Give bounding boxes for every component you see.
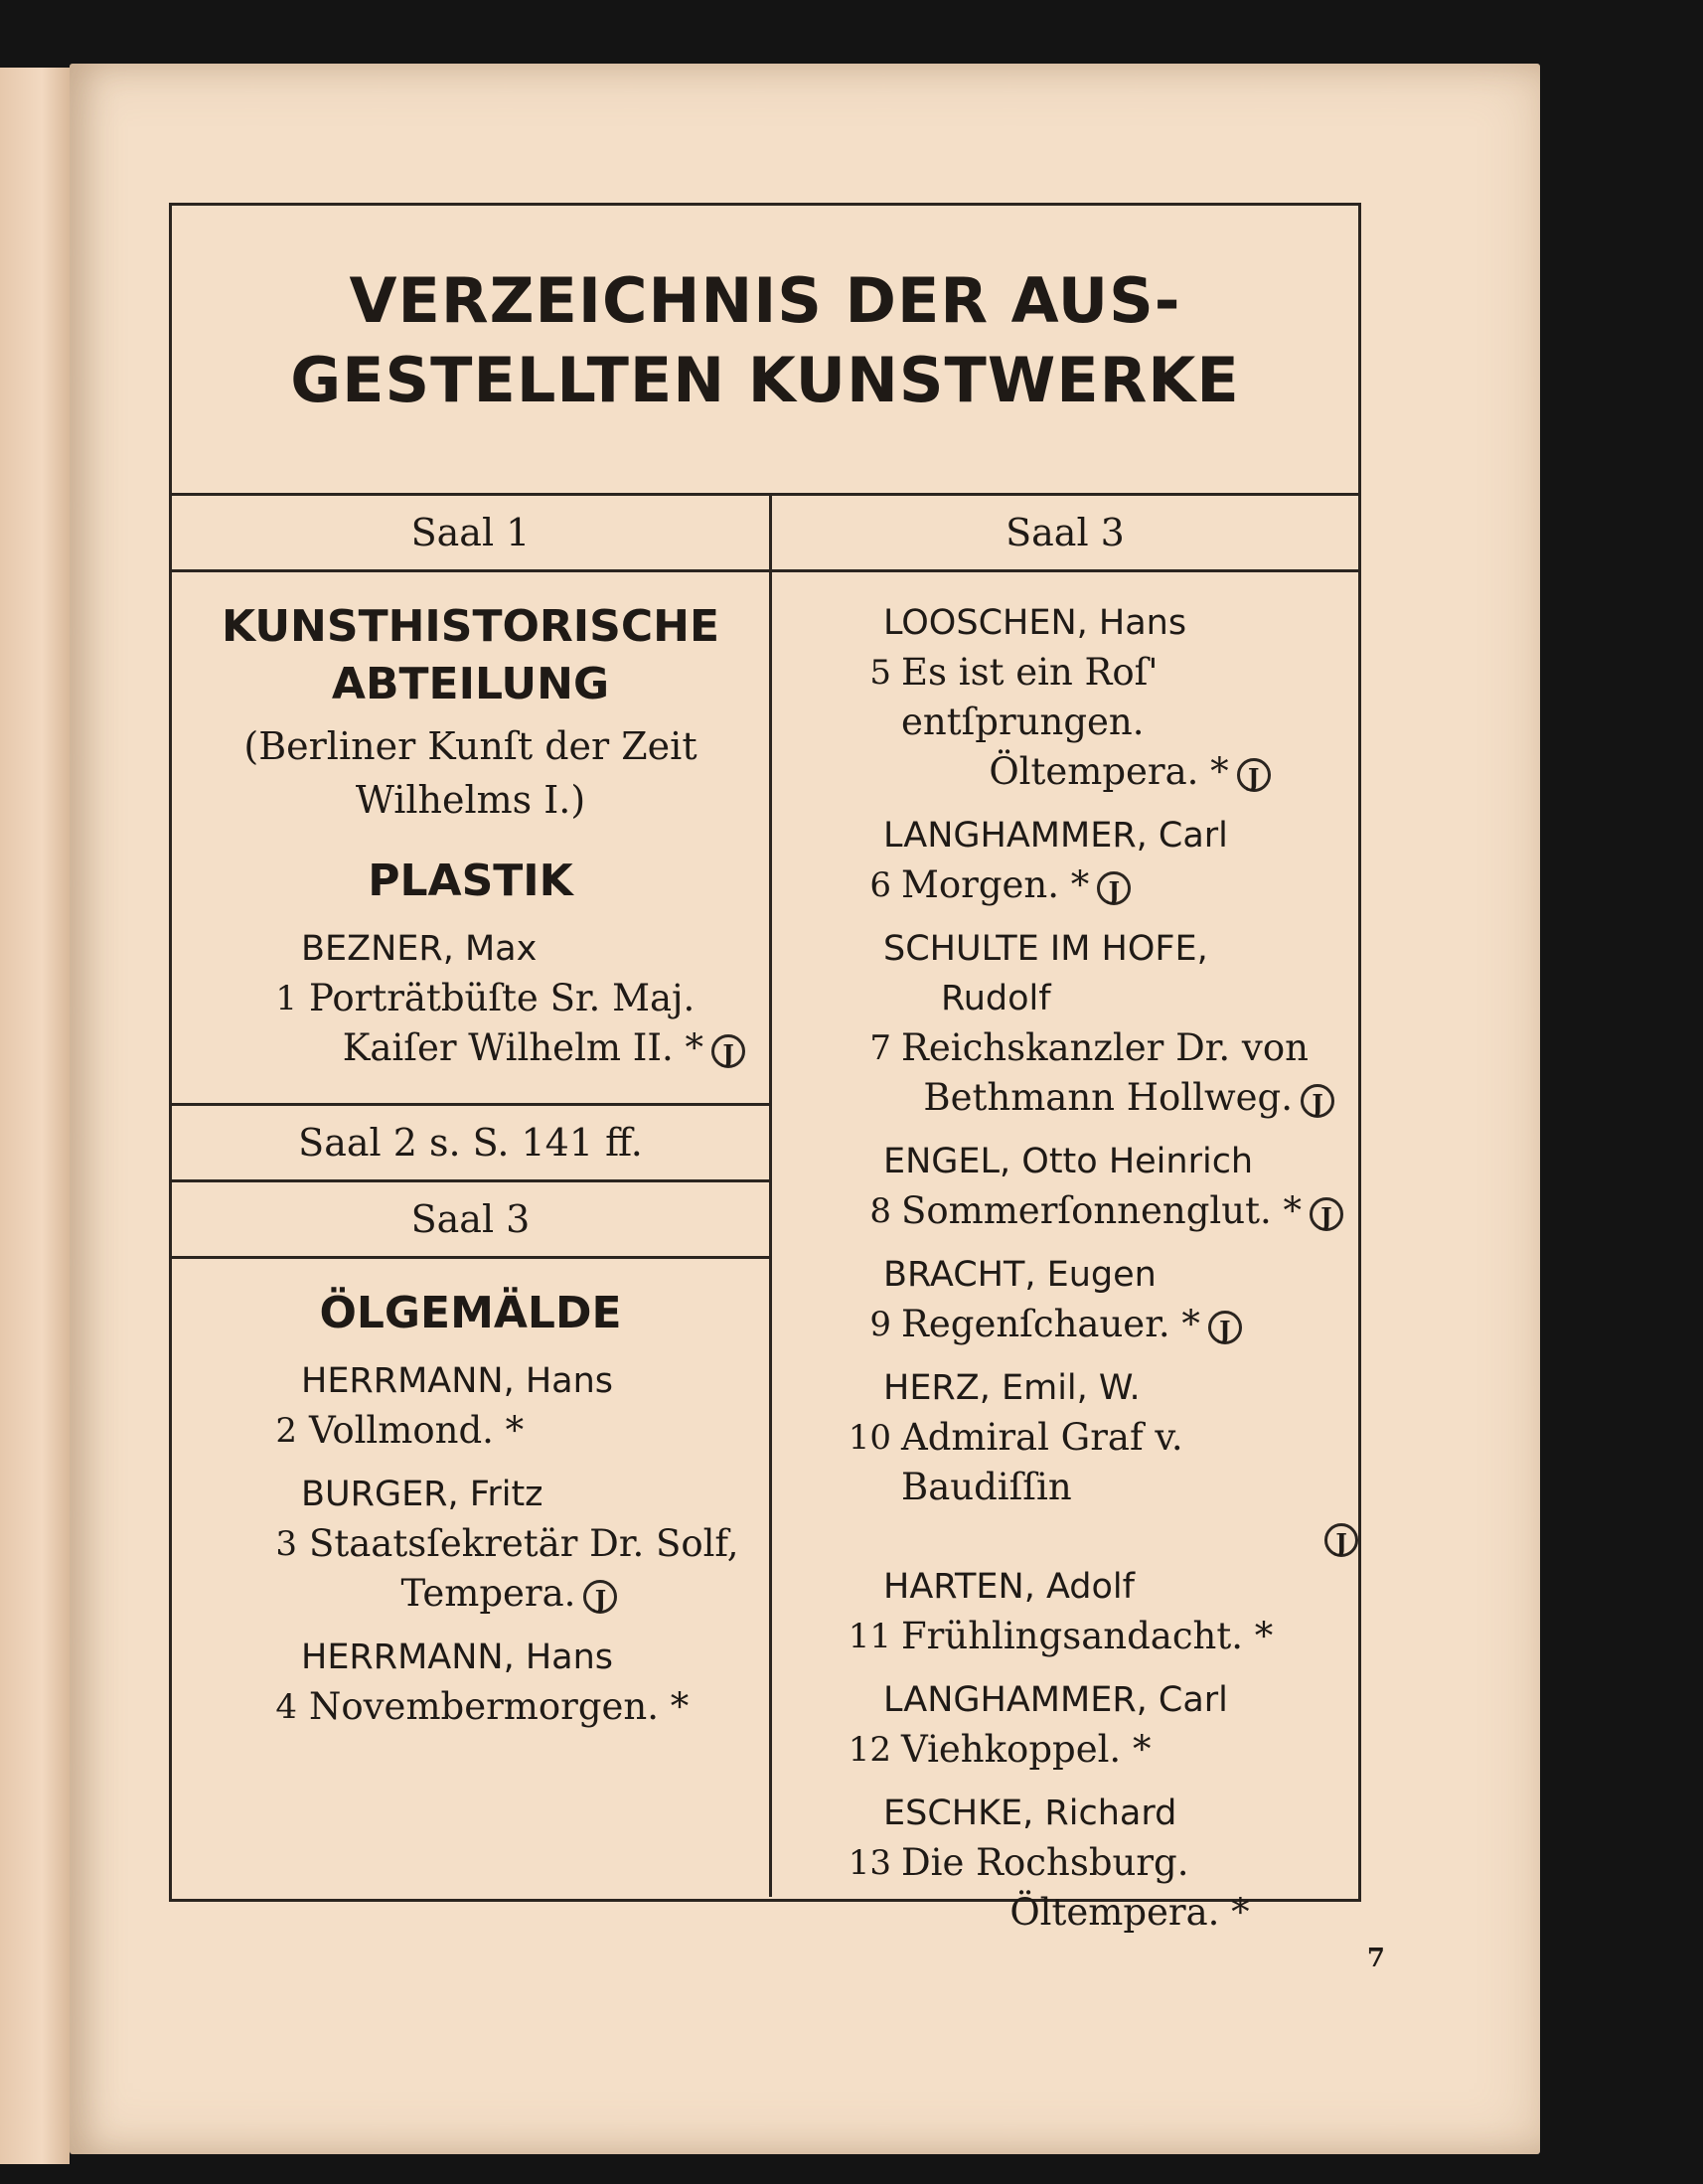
catalog-entry — [172, 924, 769, 1073]
left-page-edge — [0, 68, 70, 2164]
work-title — [172, 1519, 769, 1619]
work-line: Sommerſonnenglut. * — [901, 1189, 1302, 1232]
work-title — [172, 1406, 769, 1456]
work-line: Kaiſer Wilhelm II. * — [342, 1026, 703, 1069]
artist-name: SCHULTE IM HOFE, — [883, 929, 1208, 969]
work-continuation — [309, 1023, 769, 1073]
artist-name: LANGHAMMER, Carl — [883, 816, 1228, 856]
entry-number: 10 — [848, 1418, 891, 1458]
catalog-table — [169, 203, 1361, 1934]
entry-number: 8 — [869, 1191, 891, 1231]
entry-number: 5 — [869, 653, 891, 693]
work-line: Tempera. — [400, 1572, 576, 1615]
entry-number: 12 — [848, 1730, 891, 1770]
artist-name: HERRMANN, Hans — [301, 1638, 614, 1677]
work-title — [772, 1300, 1358, 1349]
artist-name: BEZNER, Max — [301, 929, 538, 969]
saal-2-header: Saal 2 s. S. 141 ff. — [172, 1103, 769, 1182]
work-title — [172, 1682, 769, 1732]
catalog-entry — [772, 598, 1358, 797]
artist-name: ESCHKE, Richard — [883, 1794, 1177, 1833]
artist-name-continued: Rudolf — [941, 979, 1051, 1018]
entry-number: 1 — [275, 979, 297, 1018]
section-heading-olgemalde: ÖLGEMÄLDE — [319, 1288, 622, 1338]
work-title — [772, 1413, 1358, 1562]
catalog-entry — [172, 1633, 769, 1732]
work-continuation — [901, 747, 1358, 797]
catalog-page — [70, 64, 1540, 2154]
title-line-1: VERZEICHNIS DER AUS- — [349, 264, 1181, 337]
artist-name: ENGEL, Otto Heinrich — [883, 1142, 1254, 1181]
heading-line: KUNSTHISTORISCHE — [222, 601, 719, 652]
work-line: Novembermorgen. * — [309, 1685, 690, 1728]
work-line: Regenſchauer. * — [901, 1303, 1200, 1345]
catalog-entry — [772, 811, 1358, 910]
left-column — [172, 496, 769, 1732]
page-title — [172, 206, 1358, 496]
section-heading-plastik: PLASTIK — [368, 856, 573, 906]
work-line: Staatsſekretär Dr. Solf, — [309, 1522, 739, 1565]
catalog-entry — [772, 1363, 1358, 1562]
j-mark-icon: J — [711, 1034, 745, 1068]
work-title — [772, 860, 1358, 910]
entry-number: 11 — [848, 1617, 891, 1656]
catalog-entry — [172, 1470, 769, 1619]
subtitle-line: (Berliner Kunſt der Zeit — [243, 724, 697, 768]
work-title — [772, 1838, 1358, 1938]
entry-number: 9 — [869, 1305, 891, 1344]
j-mark-icon: J — [1310, 1197, 1343, 1231]
work-line: Öltempera. * — [989, 750, 1229, 793]
work-title — [172, 974, 769, 1073]
work-line: Porträtbüſte Sr. Maj. — [309, 977, 696, 1019]
artist-name: HERZ, Emil, W. — [883, 1368, 1141, 1408]
catalog-entry — [772, 1562, 1358, 1661]
j-mark-icon: J — [1237, 758, 1271, 792]
work-title — [772, 1023, 1358, 1123]
catalog-entry — [772, 924, 1358, 1123]
entry-number: 13 — [848, 1843, 891, 1883]
heading-line: ABTEILUNG — [331, 659, 610, 709]
entry-number: 4 — [275, 1687, 297, 1727]
artist-name: HARTEN, Adolf — [883, 1567, 1135, 1607]
work-continuation — [901, 1888, 1358, 1938]
artist-name: BURGER, Fritz — [301, 1475, 543, 1514]
saal-1-header: Saal 1 — [172, 496, 769, 572]
entry-number: 6 — [869, 865, 891, 905]
j-mark-icon: J — [1324, 1523, 1358, 1557]
page-number: 7 — [1366, 1944, 1385, 1973]
work-line: Reichskanzler Dr. von — [901, 1026, 1309, 1069]
work-title — [772, 1186, 1358, 1236]
work-line: Admiral Graf v. Baudiſſin — [901, 1416, 1183, 1508]
j-mark-icon: J — [1097, 871, 1131, 905]
entry-number: 7 — [869, 1028, 891, 1068]
work-continuation — [309, 1569, 769, 1619]
section-subtitle — [172, 719, 769, 827]
work-continuation — [901, 1073, 1358, 1123]
saal-3-header: Saal 3 — [772, 496, 1358, 572]
work-line: Morgen. * — [901, 863, 1090, 906]
work-continuation — [901, 1512, 1358, 1562]
j-mark-icon: J — [1301, 1084, 1334, 1118]
artist-name: HERRMANN, Hans — [301, 1361, 614, 1401]
entry-number: 3 — [275, 1524, 297, 1564]
catalog-entry — [772, 1250, 1358, 1349]
catalog-entry — [772, 1675, 1358, 1775]
artist-name: LOOSCHEN, Hans — [883, 603, 1187, 643]
work-title — [772, 1612, 1358, 1661]
saal-3-header: Saal 3 — [172, 1182, 769, 1259]
j-mark-icon: J — [1208, 1311, 1242, 1344]
work-line: Frühlingsandacht. * — [901, 1615, 1274, 1657]
work-line: Öltempera. * — [1009, 1891, 1250, 1934]
catalog-entry — [772, 1137, 1358, 1236]
work-line: Bethmann Hollweg. — [923, 1076, 1293, 1119]
artist-name: LANGHAMMER, Carl — [883, 1680, 1228, 1720]
catalog-entry — [772, 1789, 1358, 1938]
work-line: Es ist ein Roſ' entſprungen. — [901, 651, 1159, 743]
right-column — [772, 496, 1358, 1938]
catalog-entry — [172, 1356, 769, 1456]
artist-name: BRACHT, Eugen — [883, 1255, 1157, 1295]
work-line: Viehkoppel. * — [901, 1728, 1152, 1771]
work-title — [772, 648, 1358, 797]
entry-number: 2 — [275, 1411, 297, 1451]
subtitle-line: Wilhelms I.) — [355, 778, 586, 822]
title-line-2: GESTELLTEN KUNSTWERKE — [290, 344, 1240, 416]
work-line: Vollmond. * — [309, 1409, 525, 1452]
section-heading-kunsthistorische — [172, 598, 769, 713]
work-line: Die Rochsburg. — [901, 1841, 1189, 1884]
j-mark-icon: J — [583, 1580, 617, 1614]
work-title — [772, 1725, 1358, 1775]
